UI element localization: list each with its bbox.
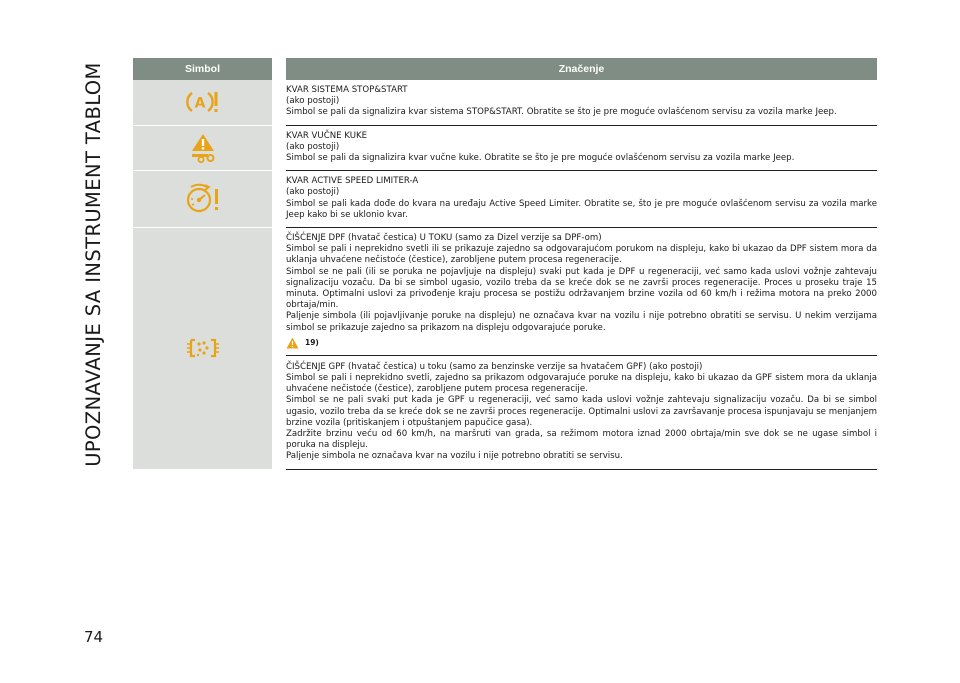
section-title-text: UPOZNAVANJE SA INSTRUMENT TABLOM	[81, 61, 105, 467]
row-title: KVAR VUČNE KUKE	[286, 130, 368, 141]
symbol-cell	[133, 228, 272, 470]
row-note: (ako postoji)	[286, 96, 340, 107]
dpf-title: ČIŠĆENJE DPF (hvatač čestica) U TOKU (samo za Dizel verzije sa DPF-om)	[286, 233, 602, 244]
page-number: 74	[84, 628, 104, 646]
row-description: Simbol se pali da signalizira kvar sistema STOP&START. Obratite se što je pre moguće ovlašćenom servisu za vozila marke Jeep.	[286, 107, 837, 118]
table-row	[133, 126, 877, 172]
gpf-paragraph: Paljenje simbola ne označava kvar na vozilu i nije potrebno obratiti se servisu.	[286, 451, 623, 462]
table-row	[133, 80, 877, 126]
warning-triangle-icon	[286, 337, 299, 349]
header-symbol: Simbol	[133, 58, 272, 80]
symbol-table	[133, 58, 877, 470]
row-title: KVAR ACTIVE SPEED LIMITER-A	[286, 176, 419, 187]
dpf-paragraph: Paljenje simbola (ili pojavljivanje poruke na displeju) ne označava kvar na vozilu i nije potrebno obratiti se servisu. U nekim verzijama simbol se prikazuje zajedno sa prikazom na displeju odgovarajuće poruke.	[286, 311, 877, 333]
dpf-paragraph: Simbol se ne pali (ili se poruka ne pojavljuje na displeju) svaki put kada je DPF u regeneraciji, već samo kada uslovi vožnje zahtevaju signalizaciju vozaču. Da bi se simbol ugasio, vozilo treba da se kreće dok se ne završi proces regeneracije. Proces u proseku traje 15 minuta. Optimalni uslovi za privođenje kraju procesa se postižu održavanjem brzine vozila od 60 km/h i režima motora na preko 2000 obrtaja/min.	[286, 266, 877, 311]
table-header	[133, 58, 877, 80]
meaning-cell	[286, 80, 877, 126]
svg-text:A: A	[194, 95, 205, 112]
symbol-cell	[133, 171, 272, 228]
particulate-filter-icon	[186, 335, 220, 361]
table-row	[133, 171, 877, 228]
stop-start-fault-icon	[186, 89, 220, 115]
table-row	[133, 228, 877, 470]
meaning-cell	[286, 171, 877, 228]
meaning-cell	[286, 126, 877, 172]
dpf-paragraph: Simbol se pali i neprekidno svetli ili se prikazuje zajedno sa odgovarajućom porukom na displeju, kako bi ukazao da DPF sistem mora da uklanja uhvaćene nečistoće (čestice), zarobljene putem procesa regeneracije.	[286, 244, 877, 266]
tow-hook-fault-icon	[189, 132, 217, 164]
dpf-section	[286, 233, 877, 356]
gpf-paragraph: Zadržite brzinu veću od 60 km/h, na maršruti van grada, sa režimom motora iznad 2000 obrtaja/min sve dok se ne ugase simbol i poruka na displeju.	[286, 429, 877, 451]
gpf-title: ČIŠĆENJE GPF (hvatač čestica) u toku (samo za benzinske verzije sa hvatačem GPF) (ako postoji)	[286, 361, 703, 372]
meaning-cell	[286, 228, 877, 470]
section-side-title	[74, 58, 112, 470]
warning-ref-number: 19)	[305, 338, 319, 348]
gpf-paragraph: Simbol se ne pali svaki put kada je GPF u regeneraciji, već samo kada uslovi vožnje zahtevaju signalizaciju vozaču. Da bi se simbol ugasio, vozilo treba da se kreće dok se ne završi proces regeneracije. Optimalni uslovi za završavanje procesa ispunjavaju se menjanjem brzine vozila (pritiskanjem i otpuštanjem papučice gasa).	[286, 395, 877, 428]
speed-limiter-fault-icon	[184, 183, 222, 215]
row-description: Simbol se pali kada dođe do kvara na uređaju Active Speed Limiter. Obratite se, što je pre moguće ovlašćenom servisu za vozila marke Jeep kako bi se uklonio kvar.	[286, 198, 877, 220]
row-description: Simbol se pali da signalizira kvar vučne kuke. Obratite se što je pre moguće ovlašćenom servisu za vozila marke Jeep.	[286, 153, 795, 164]
warning-reference	[286, 337, 877, 349]
symbol-cell	[133, 126, 272, 172]
row-title: KVAR SISTEMA STOP&START	[286, 85, 408, 95]
gpf-paragraph: Simbol se pali i neprekidno svetli, zajedno sa prikazom odgovarajuće poruke na displeju, kako bi ukazao da GPF sistem mora da uklanja uhvaćene nečistoće (čestice), zarobljene putem procesa regeneracije.	[286, 373, 877, 395]
header-meaning: Značenje	[286, 58, 877, 80]
row-note: (ako postoji)	[286, 141, 340, 152]
symbol-cell	[133, 80, 272, 126]
row-note: (ako postoji)	[286, 187, 340, 198]
